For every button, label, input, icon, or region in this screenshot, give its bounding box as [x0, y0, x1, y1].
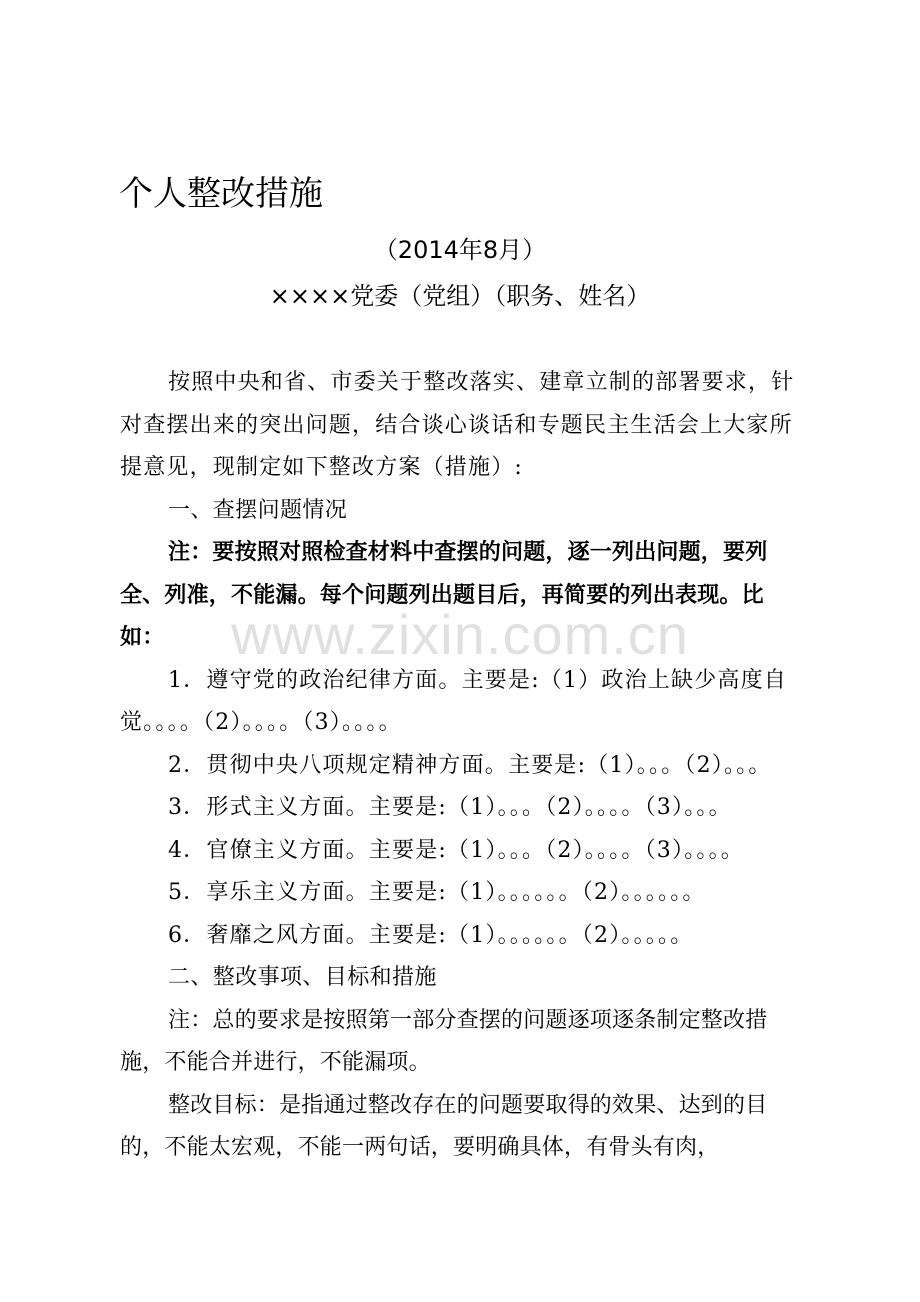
note-paragraph-1: 注：要按照对照检查材料中查摆的问题，逐一列出问题，要列全、列准，不能漏。每个问题列出题目后，再简要的列出表现。比如： — [120, 540, 768, 650]
document-title: 个人整改措施 — [119, 174, 323, 214]
list-item-6: 6．奢靡之风方面。主要是:（1）。。。。。。（2）。。。。。 — [168, 922, 694, 948]
document-body — [120, 362, 806, 1170]
list-item-3: 3．形式主义方面。主要是:（1）。。。（2）。。。。（3）。。。 — [168, 795, 732, 820]
document-date: （2014年8月） — [373, 236, 547, 264]
watermark: www.zixin.com.cn — [231, 603, 689, 666]
list-item-5: 5．享乐主义方面。主要是:（1）。。。。。。（2）。。。。。。 — [168, 880, 706, 905]
section-heading-2: 二、整改事项、目标和措施 — [168, 965, 437, 990]
note-paragraph-2: 注：总的要求是按照第一部分查摆的问题逐项逐条制定整改措施，不能合并进行，不能漏项。 — [120, 1007, 768, 1075]
target-paragraph: 整改目标：是指通过整改存在的问题要取得的效果、达到的目的，不能太宏观，不能一两句话，要明确具体，有骨头有肉， — [120, 1092, 768, 1160]
document-author: ××××党委（党组）（职务、姓名） — [269, 282, 651, 310]
list-item-4: 4．官僚主义方面。主要是:（1）。。。（2）。。。。（3）。。。。 — [168, 837, 745, 863]
list-item-1: 1．遵守党的政治纪律方面。主要是:（1）政治上缺少高度自觉。。。。（2）。。。。（3）。。。。 — [120, 667, 788, 735]
intro-paragraph: 按照中央和省、市委关于整改落实、建章立制的部署要求，针对查摆出来的突出问题，结合谈心谈话和专题民主生活会上大家所提意见，现制定如下整改方案（措施）: — [120, 370, 795, 480]
section-heading-1: 一、查摆问题情况 — [168, 497, 348, 523]
list-item-2: 2．贯彻中央八项规定精神方面。主要是:（1）。。。（2）。。。 — [168, 752, 772, 778]
